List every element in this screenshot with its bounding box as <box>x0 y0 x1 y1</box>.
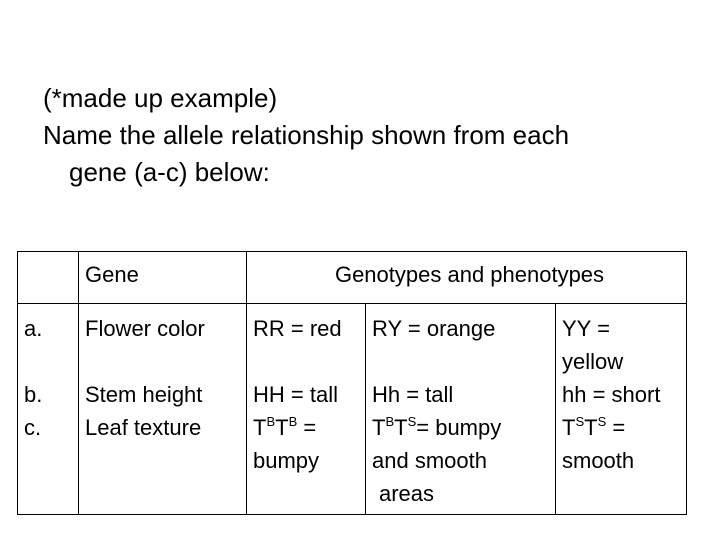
intro-question: Name the allele relationship shown from each <box>43 120 570 150</box>
genotype-2: Hh = tall <box>366 378 556 411</box>
intro-question-continued: gene (a-c) below: <box>69 157 270 187</box>
genotype-1: RR = red <box>247 304 366 379</box>
table-row <box>18 304 687 379</box>
header-genotypes: Genotypes and phenotypes <box>247 252 687 304</box>
table-header-row <box>18 252 687 304</box>
genotype-1-line2: bumpy <box>253 448 320 473</box>
intro-note: (*made up example) <box>43 83 278 113</box>
genotype-3-line2: smooth <box>562 448 635 473</box>
header-gene: Gene <box>79 252 247 304</box>
genotype-2 <box>366 411 556 515</box>
genotype-3-line1: YY = <box>562 316 610 341</box>
genotype-1 <box>247 411 366 515</box>
row-label: c. <box>18 411 79 515</box>
row-label: a. <box>18 304 79 379</box>
table-row <box>18 378 687 411</box>
genotype-1: HH = tall <box>247 378 366 411</box>
genotype-2-line3: areas <box>379 481 435 506</box>
table-row <box>18 411 687 515</box>
genotype-3 <box>556 304 687 379</box>
genotype-2-line1: $T^BT^S=$ bumpy <box>372 414 502 440</box>
instructions <box>43 80 683 191</box>
genotype-3 <box>556 411 687 515</box>
genotype-2-line2: and smooth <box>372 448 487 473</box>
gene-name: Leaf texture <box>79 411 247 515</box>
header-label-cell <box>18 252 79 304</box>
gene-name: Flower color <box>79 304 247 379</box>
gene-name: Stem height <box>79 378 247 411</box>
row-label: b. <box>18 378 79 411</box>
genotype-3-line1: $T^ST^S$ = <box>562 414 626 440</box>
allele-table <box>17 251 687 515</box>
genotype-3: hh = short <box>556 378 687 411</box>
genotype-3-line2: yellow <box>562 349 624 374</box>
genotype-2: RY = orange <box>366 304 556 379</box>
genotype-1-line1: $T^BT^B$ = <box>253 414 317 440</box>
